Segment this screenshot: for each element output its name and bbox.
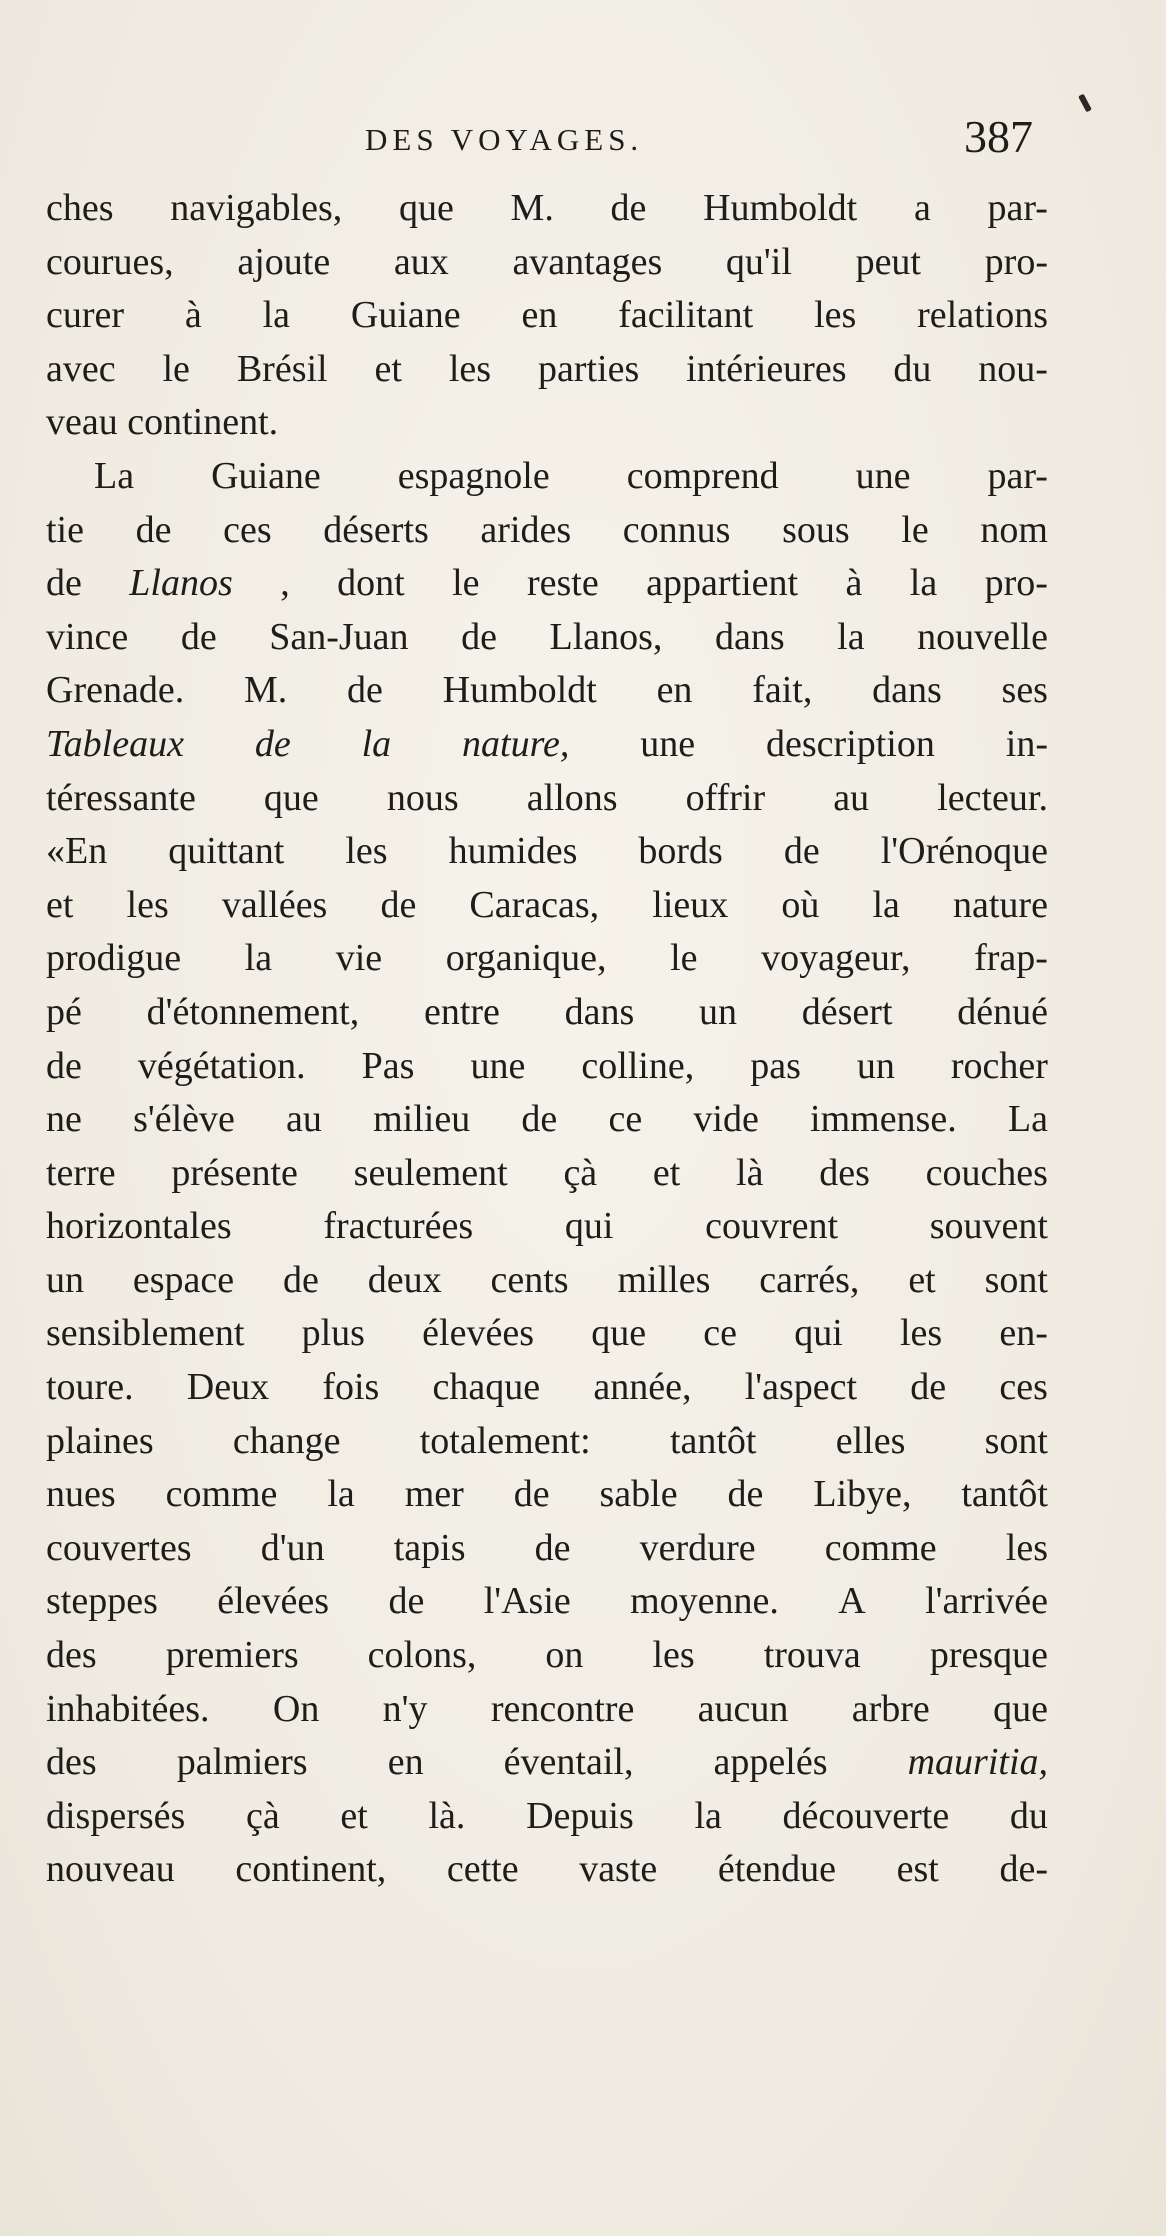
text-line: ne s'élève au milieu de ce vide immense. La	[46, 1098, 1048, 1141]
text-line: courues, ajoute aux avantages qu'il peut pro-	[46, 240, 1048, 283]
text-line: un espace de deux cents milles carrés, et sont	[46, 1258, 1048, 1301]
text-line: La Guiane espagnole comprend une par-	[94, 454, 1048, 497]
text-line: Tableaux de la nature, une description in-	[46, 722, 1048, 765]
text-line: «En quittant les humides bords de l'Orénoque	[46, 830, 1048, 873]
text-line: couvertes d'un tapis de verdure comme les	[46, 1526, 1048, 1569]
text-line: vince de San-Juan de Llanos, dans la nouvelle	[46, 615, 1048, 658]
text-line: Grenade. M. de Humboldt en fait, dans ses	[46, 669, 1048, 712]
text-line: et les vallées de Caracas, lieux où la nature	[46, 883, 1048, 926]
text-line: inhabitées. On n'y rencontre aucun arbre que	[46, 1687, 1048, 1730]
text-line: pé d'étonnement, entre dans un désert dénué	[46, 990, 1048, 1033]
text-line: veau continent.	[46, 401, 279, 444]
page-number: 387	[964, 111, 1033, 162]
text-line: steppes élevées de l'Asie moyenne. A l'arrivée	[46, 1580, 1048, 1623]
text-line: tie de ces déserts arides connus sous le nom	[46, 508, 1048, 551]
text-line: nues comme la mer de sable de Libye, tantôt	[46, 1473, 1048, 1516]
text-line: avec le Brésil et les parties intérieures du nou-	[46, 347, 1048, 390]
text-line: curer à la Guiane en facilitant les relations	[46, 294, 1048, 337]
text-line: des palmiers en éventail, appelés mauritia,	[46, 1741, 1048, 1784]
text-line: prodigue la vie organique, le voyageur, frap-	[46, 937, 1048, 980]
body-text	[46, 182, 1048, 1897]
text-line: de végétation. Pas une colline, pas un rocher	[46, 1044, 1048, 1087]
text-line: sensiblement plus élevées que ce qui les en-	[46, 1312, 1048, 1355]
text-line: plaines change totalement: tantôt elles sont	[46, 1419, 1048, 1462]
text-line: nouveau continent, cette vaste étendue est de-	[46, 1848, 1048, 1891]
text-line: des premiers colons, on les trouva presque	[46, 1634, 1048, 1677]
running-head-title: DES VOYAGES.	[365, 122, 644, 157]
text-line: horizontales fracturées qui couvrent souvent	[46, 1205, 1048, 1248]
text-line: de Llanos , dont le reste appartient à la pro-	[46, 562, 1048, 605]
text-line: téressante que nous allons offrir au lecteur.	[46, 776, 1048, 819]
text-line: dispersés çà et là. Depuis la découverte du	[46, 1794, 1048, 1837]
text-line: terre présente seulement çà et là des couches	[46, 1151, 1048, 1194]
text-line: ches navigables, que M. de Humboldt a par-	[46, 187, 1048, 229]
corner-ink-mark	[1078, 94, 1092, 113]
running-head	[0, 108, 1166, 168]
text-line: toure. Deux fois chaque année, l'aspect de ces	[46, 1366, 1048, 1409]
